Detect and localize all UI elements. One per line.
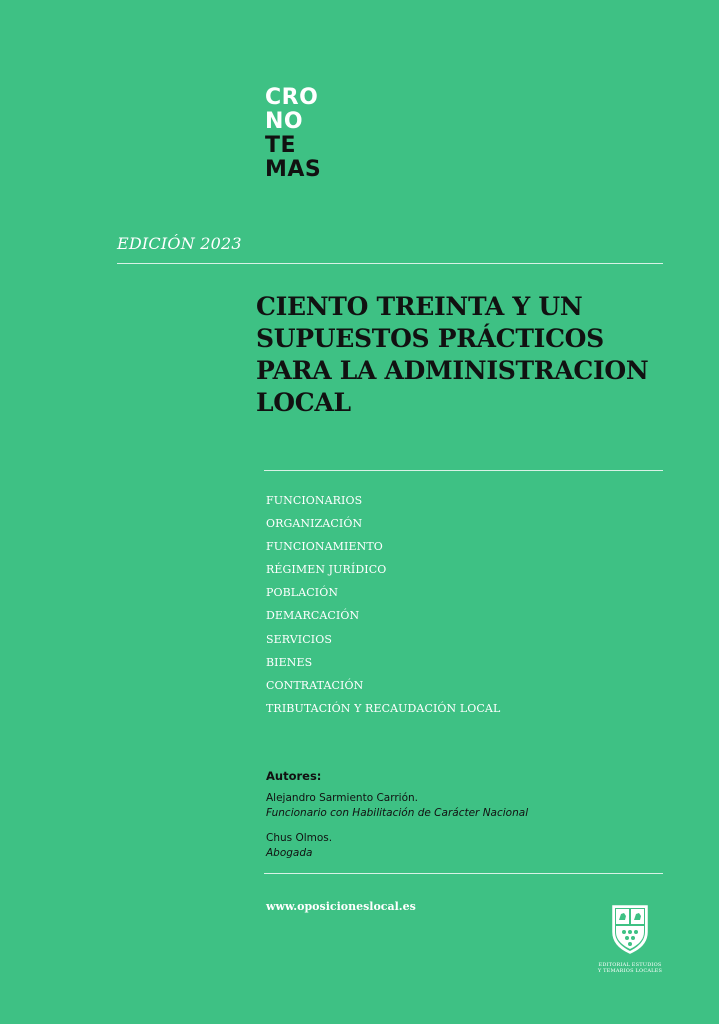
title-line-2: SUPUESTOS PRÁCTICOS	[256, 324, 604, 353]
author-entry	[266, 791, 528, 821]
logo-row-4: MAS	[265, 157, 322, 182]
logo-row-2: NO	[265, 109, 304, 134]
book-title	[256, 291, 676, 419]
edition-label: EDICIÓN 2023	[117, 234, 242, 253]
topic-item: RÉGIMEN JURÍDICO	[266, 563, 387, 577]
cronotemas-logo	[265, 86, 321, 182]
topic-item: TRIBUTACIÓN Y RECAUDACIÓN LOCAL	[266, 701, 501, 715]
author-entry	[266, 831, 332, 861]
topic-item: DEMARCACIÓN	[266, 609, 360, 623]
logo-row-1: CRO	[265, 85, 319, 110]
topic-item: CONTRATACIÓN	[266, 678, 364, 692]
divider-bottom	[264, 873, 663, 874]
publisher-name: EDITORIAL ESTUDIOS Y TEMARIOS LOCALES	[597, 962, 663, 974]
divider-top	[117, 263, 663, 264]
publisher-mark	[590, 904, 670, 974]
topic-item: FUNCIONAMIENTO	[266, 540, 383, 554]
author-name: Chus Olmos.	[266, 832, 333, 844]
title-line-3: PARA LA ADMINISTRACION	[256, 356, 649, 385]
title-line-1: CIENTO TREINTA Y UN	[256, 292, 583, 321]
shield-crest-icon	[611, 904, 649, 954]
author-name: Alejandro Sarmiento Carrión.	[266, 792, 418, 804]
divider-middle	[264, 470, 663, 471]
authors-heading: Autores:	[266, 769, 322, 783]
title-line-4: LOCAL	[256, 388, 351, 417]
topic-item: SERVICIOS	[266, 632, 332, 646]
logo-row-3: TE	[265, 133, 297, 158]
topics-list	[266, 489, 500, 720]
topic-item: FUNCIONARIOS	[266, 494, 363, 507]
topic-item: POBLACIÓN	[266, 586, 339, 600]
author-role: Funcionario con Habilitación de Carácter Nacional	[266, 807, 529, 819]
website-link[interactable]: www.oposicioneslocal.es	[266, 900, 416, 913]
author-role: Abogada	[266, 847, 313, 859]
topic-item: ORGANIZACIÓN	[266, 517, 363, 531]
topic-item: BIENES	[266, 655, 313, 669]
